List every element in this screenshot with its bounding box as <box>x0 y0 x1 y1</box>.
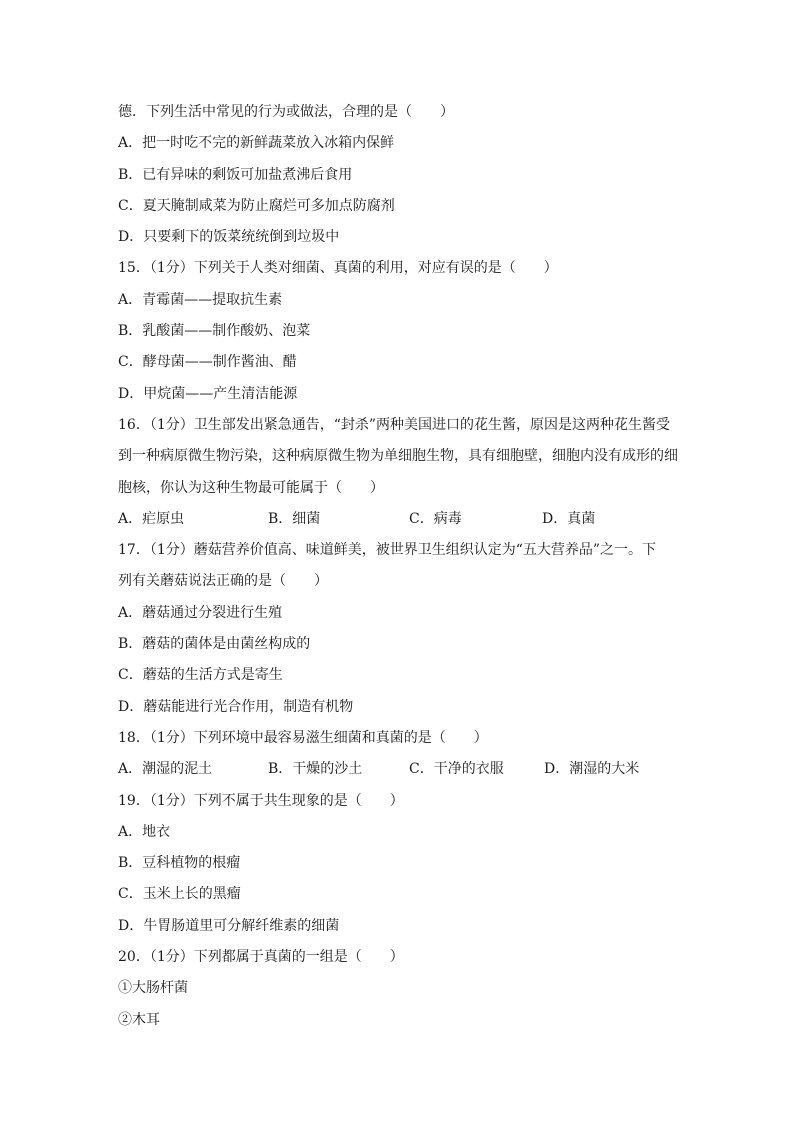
question-14-option-d: D．只要剩下的饭菜统统倒到垃圾中 <box>118 229 340 246</box>
question-17-stem-line-1: 17．（1分）蘑菇营养价值高、味道鲜美，被世界卫生组织认定为“五大营养品”之一。下 <box>118 542 657 559</box>
question-15-option-d: D．甲烷菌——产生清洁能源 <box>118 385 298 402</box>
question-15-option-a: A．青霉菌——提取抗生素 <box>118 291 283 308</box>
question-14-stem: 德．下列生活中常见的行为或做法，合理的是（ ） <box>118 104 454 120</box>
question-17-option-a: A．蘑菇通过分裂进行生殖 <box>118 604 283 621</box>
question-16-option-a: A．疟原虫 <box>118 510 185 527</box>
question-15-option-b: B．乳酸菌——制作酸奶、泡菜 <box>118 323 311 340</box>
question-20-item-2: ②木耳 <box>118 1011 160 1028</box>
question-16-options <box>118 507 688 538</box>
question-18-options <box>118 757 688 788</box>
question-14-option-c: C．夏天腌制咸菜为防止腐烂可多加点防腐剂 <box>118 197 395 214</box>
question-14-option-a: A．把一时吃不完的新鲜蔬菜放入冰箱内保鲜 <box>118 135 395 152</box>
question-17-option-d: D．蘑菇能进行光合作用，制造有机物 <box>118 698 354 715</box>
question-14-option-b: B．已有异味的剩饭可加盐煮沸后食用 <box>118 166 353 183</box>
question-16-stem-line-3: 胞核，你认为这种生物最可能属于（ ） <box>118 479 384 496</box>
question-18-option-c: C．干净的衣服 <box>409 761 504 778</box>
question-19-option-b: B．豆科植物的根瘤 <box>118 855 241 872</box>
question-19-option-a: A．地衣 <box>118 823 171 840</box>
question-20-item-1: ①大肠杆菌 <box>118 980 188 997</box>
question-16-stem-line-2: 到一种病原微生物污染，这种病原微生物为单细胞生物，具有细胞壁，细胞内没有成形的细 <box>118 448 678 465</box>
question-17-option-b: B．蘑菇的菌体是由菌丝构成的 <box>118 636 311 653</box>
question-18-option-b: B．干燥的沙土 <box>268 761 363 778</box>
question-18-option-d: D．潮湿的大米 <box>544 761 640 778</box>
question-16-option-d: D．真菌 <box>542 510 596 527</box>
question-16-stem-line-1: 16．（1分）卫生部发出紧急通告，“封杀”两种美国进口的花生酱，原因是这两种花生酱受 <box>118 416 671 433</box>
question-15-option-c: C．酵母菌——制作酱油、醋 <box>118 354 297 371</box>
question-16-option-c: C．病毒 <box>409 510 462 527</box>
question-15-stem: 15．（1分）下列关于人类对细菌、真菌的利用，对应有误的是（ ） <box>118 260 558 277</box>
document-page <box>118 100 688 1039</box>
question-16-option-b: B．细菌 <box>268 510 321 527</box>
question-17-stem-line-2: 列有关蘑菇说法正确的是（ ） <box>118 573 328 590</box>
question-18-option-a: A．潮湿的泥土 <box>118 761 213 778</box>
question-17-option-c: C．蘑菇的生活方式是寄生 <box>118 667 283 684</box>
question-20-stem: 20．（1分）下列都属于真菌的一组是（ ） <box>118 949 404 966</box>
question-19-option-d: D．牛胃肠道里可分解纤维素的细菌 <box>118 917 340 934</box>
question-18-stem: 18．（1分）下列环境中最容易滋生细菌和真菌的是（ ） <box>118 729 488 746</box>
question-19-stem: 19．（1分）下列不属于共生现象的是（ ） <box>118 792 404 809</box>
question-19-option-c: C．玉米上长的黑瘤 <box>118 886 241 903</box>
